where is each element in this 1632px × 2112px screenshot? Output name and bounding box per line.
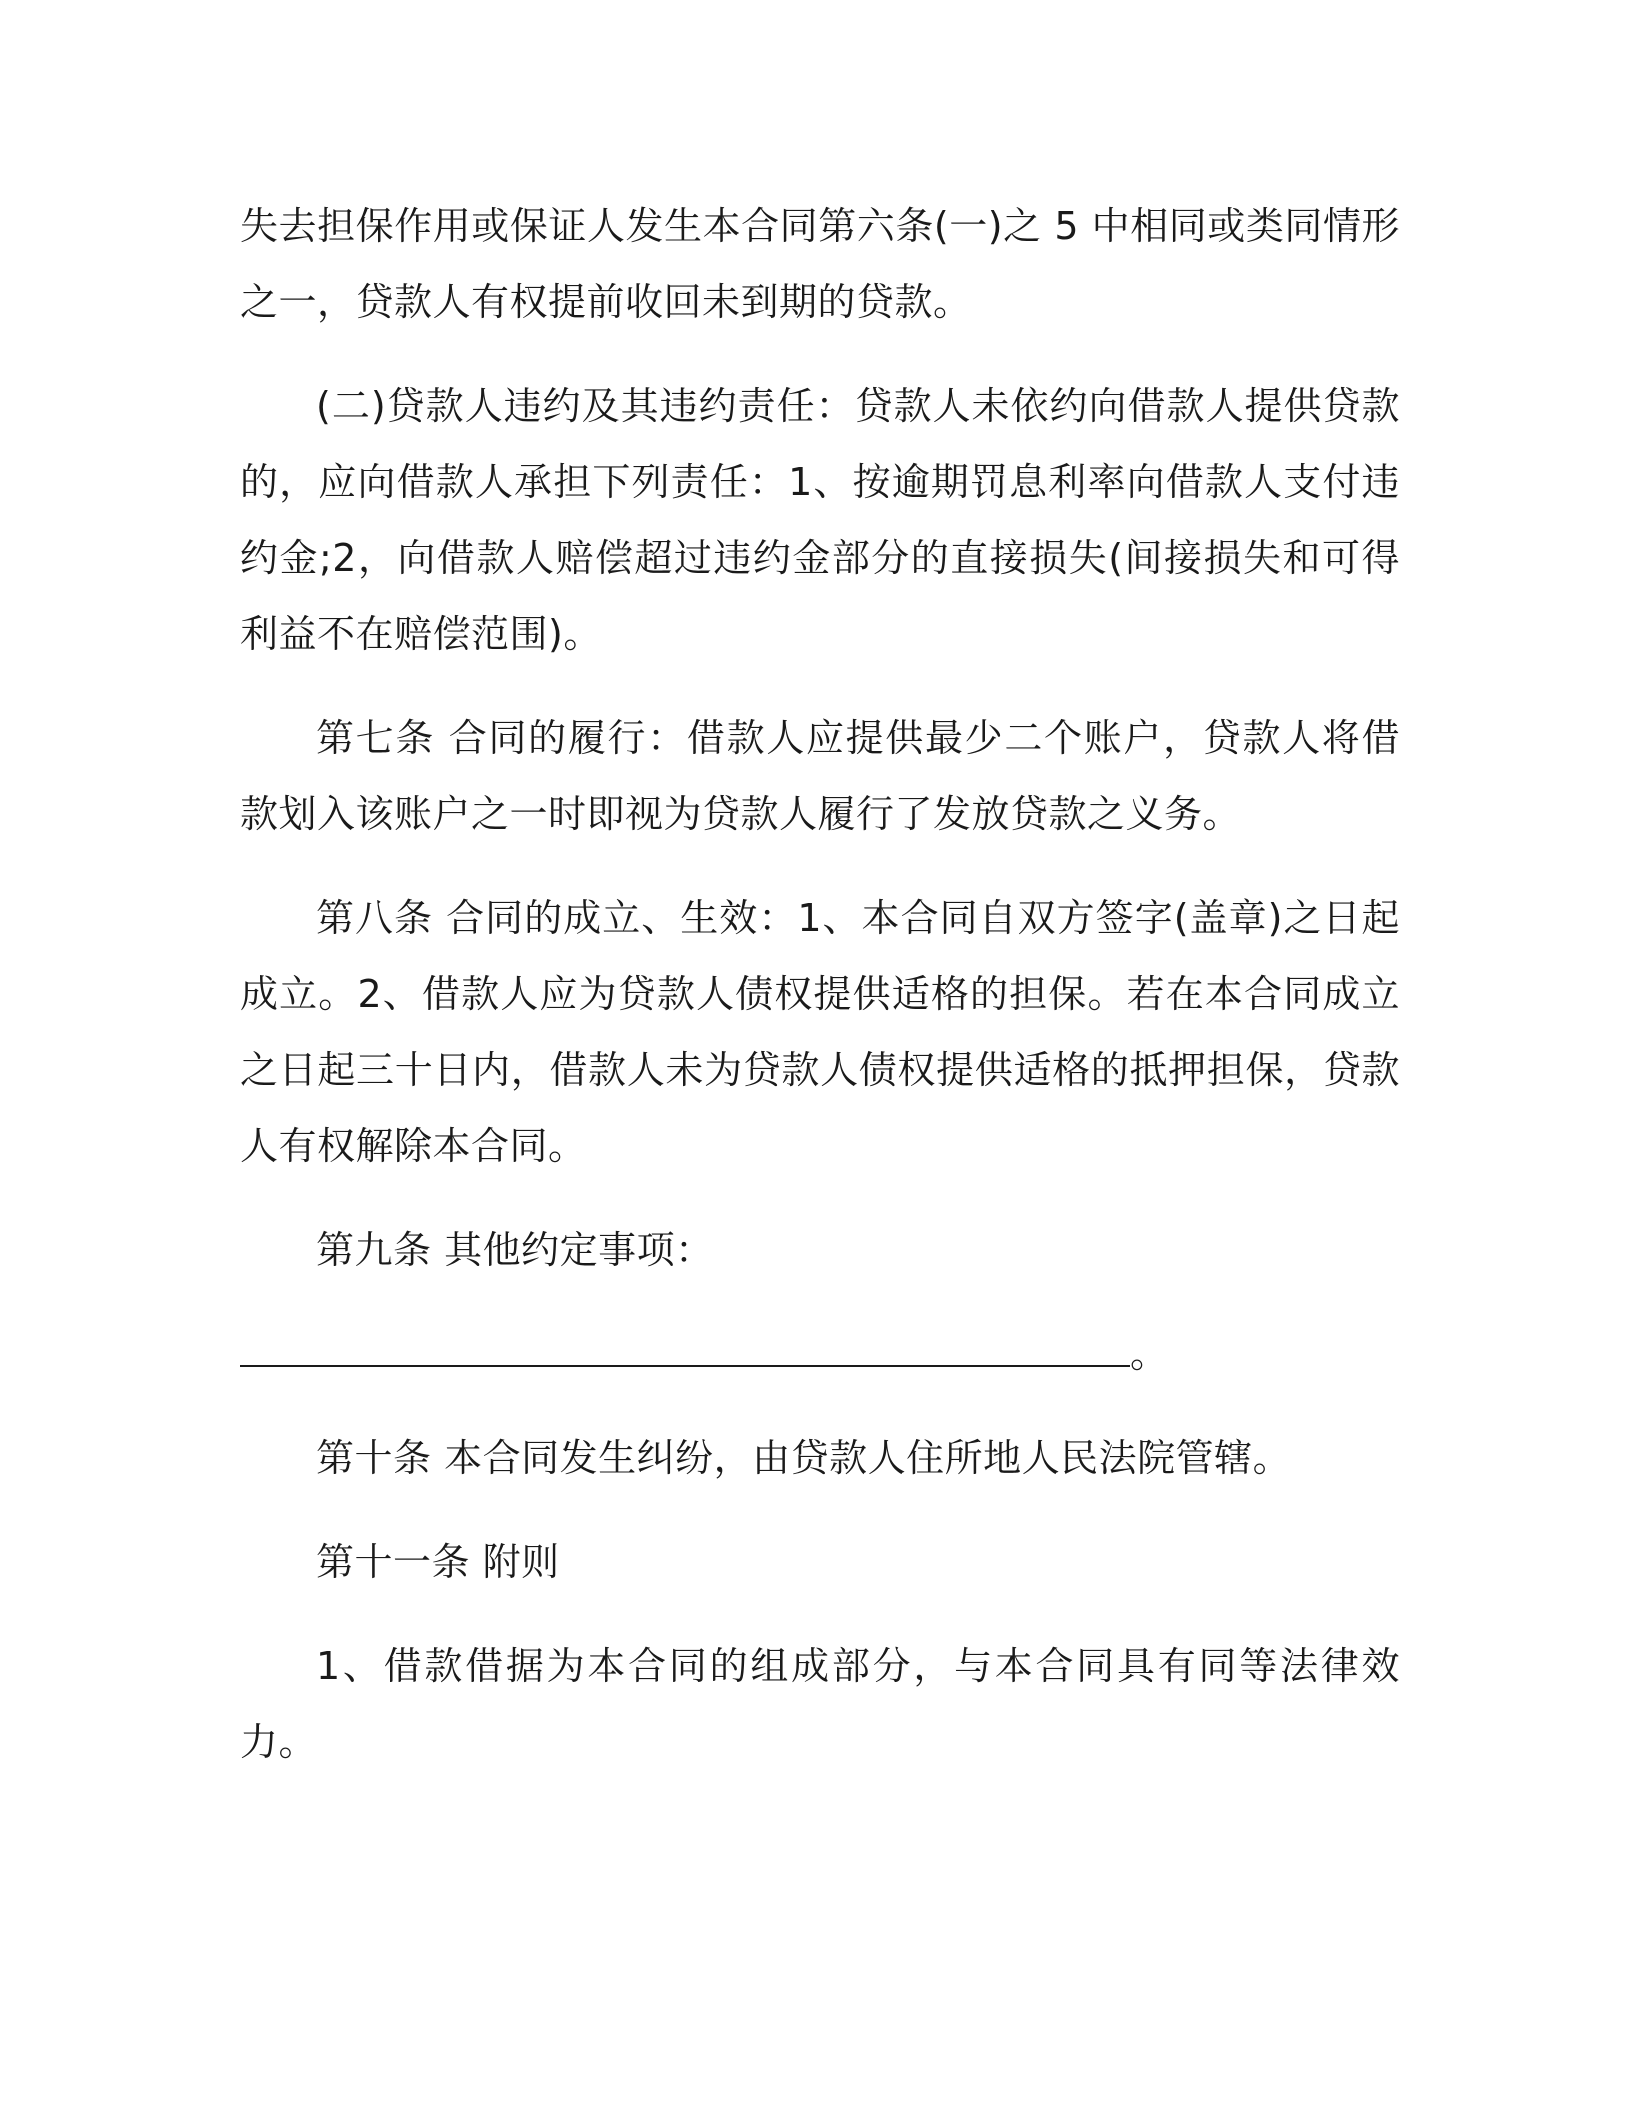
paragraph-article-10: 第十条 本合同发生纠纷，由贷款人住所地人民法院管辖。 [316, 1436, 1292, 1480]
paragraph-lender-breach: (二)贷款人违约及其违约责任：贷款人未依约向借款人提供贷款的，应向借款人承担下列责任：1、按逾期罚息利率向借款人支付违约金;2，向借款人赔偿超过违约金部分的直接损失(间接损失和可得利益不在赔偿范围)。 [240, 384, 1400, 656]
paragraph-article-7: 第七条 合同的履行：借款人应提供最少二个账户，贷款人将借款划入该账户之一时即视为贷款人履行了发放贷款之义务。 [240, 716, 1400, 836]
blank-line-period: 。 [1130, 1332, 1169, 1376]
paragraph-article-8: 第八条 合同的成立、生效：1、本合同自双方签字(盖章)之日起成立。2、借款人应为贷款人债权提供适格的担保。若在本合同成立之日起三十日内，借款人未为贷款人债权提供适格的抵押担保，贷款人有权解除本合同。 [240, 896, 1400, 1168]
paragraph-article-11-heading: 第十一条 附则 [316, 1540, 560, 1584]
blank-underline [240, 1325, 1130, 1367]
paragraph-article-9: 第九条 其他约定事项： [316, 1228, 714, 1272]
fill-in-blank-line [240, 1316, 1400, 1392]
paragraph-article-11-item-1: 1、借款借据为本合同的组成部分，与本合同具有同等法律效力。 [240, 1644, 1400, 1764]
contract-body [240, 188, 1400, 1808]
paragraph-guarantee-loss: 失去担保作用或保证人发生本合同第六条(一)之 5 中相同或类同情形之一，贷款人有权提前收回未到期的贷款。 [240, 204, 1400, 324]
